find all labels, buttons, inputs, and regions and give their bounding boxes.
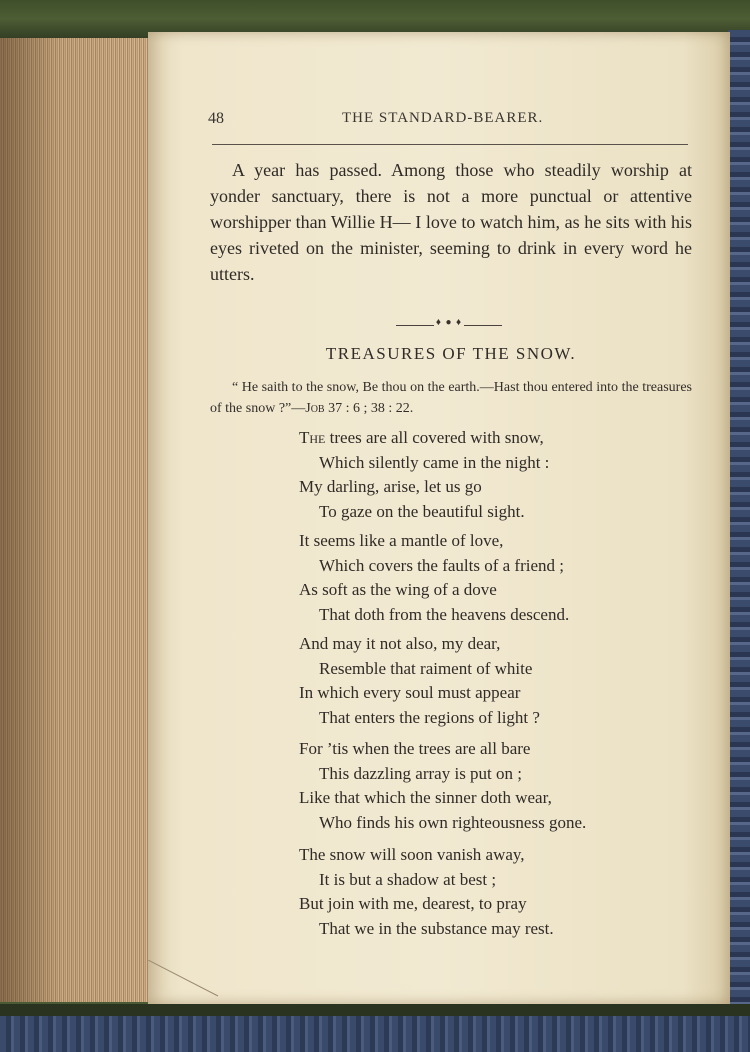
stanza-1 — [299, 426, 699, 524]
stanza-3 — [299, 632, 699, 730]
section-ornament — [396, 317, 502, 332]
epigraph-reference: 37 : 6 ; 38 : 22. — [324, 401, 414, 416]
stanza-5 — [299, 843, 699, 941]
poem-line: It seems like a mantle of love, — [299, 531, 504, 550]
poem-epigraph — [210, 377, 692, 419]
poem-line: Resemble that raiment of white — [319, 658, 533, 678]
ornament-line-left — [396, 325, 434, 326]
poem-line — [299, 426, 699, 451]
poem-line: Which silently came in the night : — [319, 452, 550, 472]
epigraph-text: “ He saith to the snow, Be thou on the earth.—Hast thou entered into the treasures of the snow ?”— — [210, 380, 692, 416]
poem-line: As soft as the wing of a dove — [299, 580, 497, 599]
book-cover-bottom — [0, 1004, 750, 1052]
poem-line-text: trees are all covered with snow, — [325, 428, 544, 447]
poem-line: That we in the substance may rest. — [319, 918, 554, 938]
poem-line: It is but a shadow at best ; — [319, 869, 497, 889]
poem-line: Which covers the faults of a friend ; — [319, 555, 564, 575]
poem-line: The snow will soon vanish away, — [299, 845, 525, 864]
header-rule — [212, 144, 688, 145]
page-number: 48 — [208, 110, 224, 127]
paragraph-text: A year has passed. Among those who steadily worship at yonder sanctuary, there is not a more punctual or attentive worshipper than Willie H— I love to watch him, as he sits with his eyes riveted on the minister, seeming to drink in every word he utters. — [210, 160, 692, 284]
poem-line: Like that which the sinner doth wear, — [299, 788, 552, 807]
book-cover-edge — [728, 30, 750, 1030]
book-page — [148, 32, 730, 1004]
poem-title: TREASURES OF THE SNOW. — [325, 344, 577, 363]
ornament-glyph: ♦ ● ♦ — [435, 317, 463, 328]
running-title: THE STANDARD-BEARER. — [342, 110, 544, 126]
poem-line: For ’tis when the trees are all bare — [299, 739, 531, 758]
page-stack-edge — [0, 38, 150, 1002]
poem-line: Who finds his own righteousness gone. — [319, 812, 587, 832]
poem-line: My darling, arise, let us go — [299, 477, 482, 496]
poem-line: That enters the regions of light ? — [319, 707, 540, 727]
page-header — [208, 110, 688, 136]
poem-line: And may it not also, my dear, — [299, 634, 501, 653]
poem-line: In which every soul must appear — [299, 683, 521, 702]
poem-line: That doth from the heavens descend. — [319, 604, 570, 624]
poem-line: This dazzling array is put on ; — [319, 763, 523, 783]
prose-paragraph — [210, 157, 692, 287]
poem-line: But join with me, dearest, to pray — [299, 894, 527, 913]
page-corner-fold — [148, 960, 238, 1000]
stanza-4 — [299, 737, 699, 835]
poem-line: To gaze on the beautiful sight. — [319, 501, 525, 521]
ornament-line-right — [464, 325, 502, 326]
epigraph-source: Job — [305, 401, 325, 416]
drop-word: The — [299, 428, 326, 447]
stanza-2 — [299, 529, 699, 627]
